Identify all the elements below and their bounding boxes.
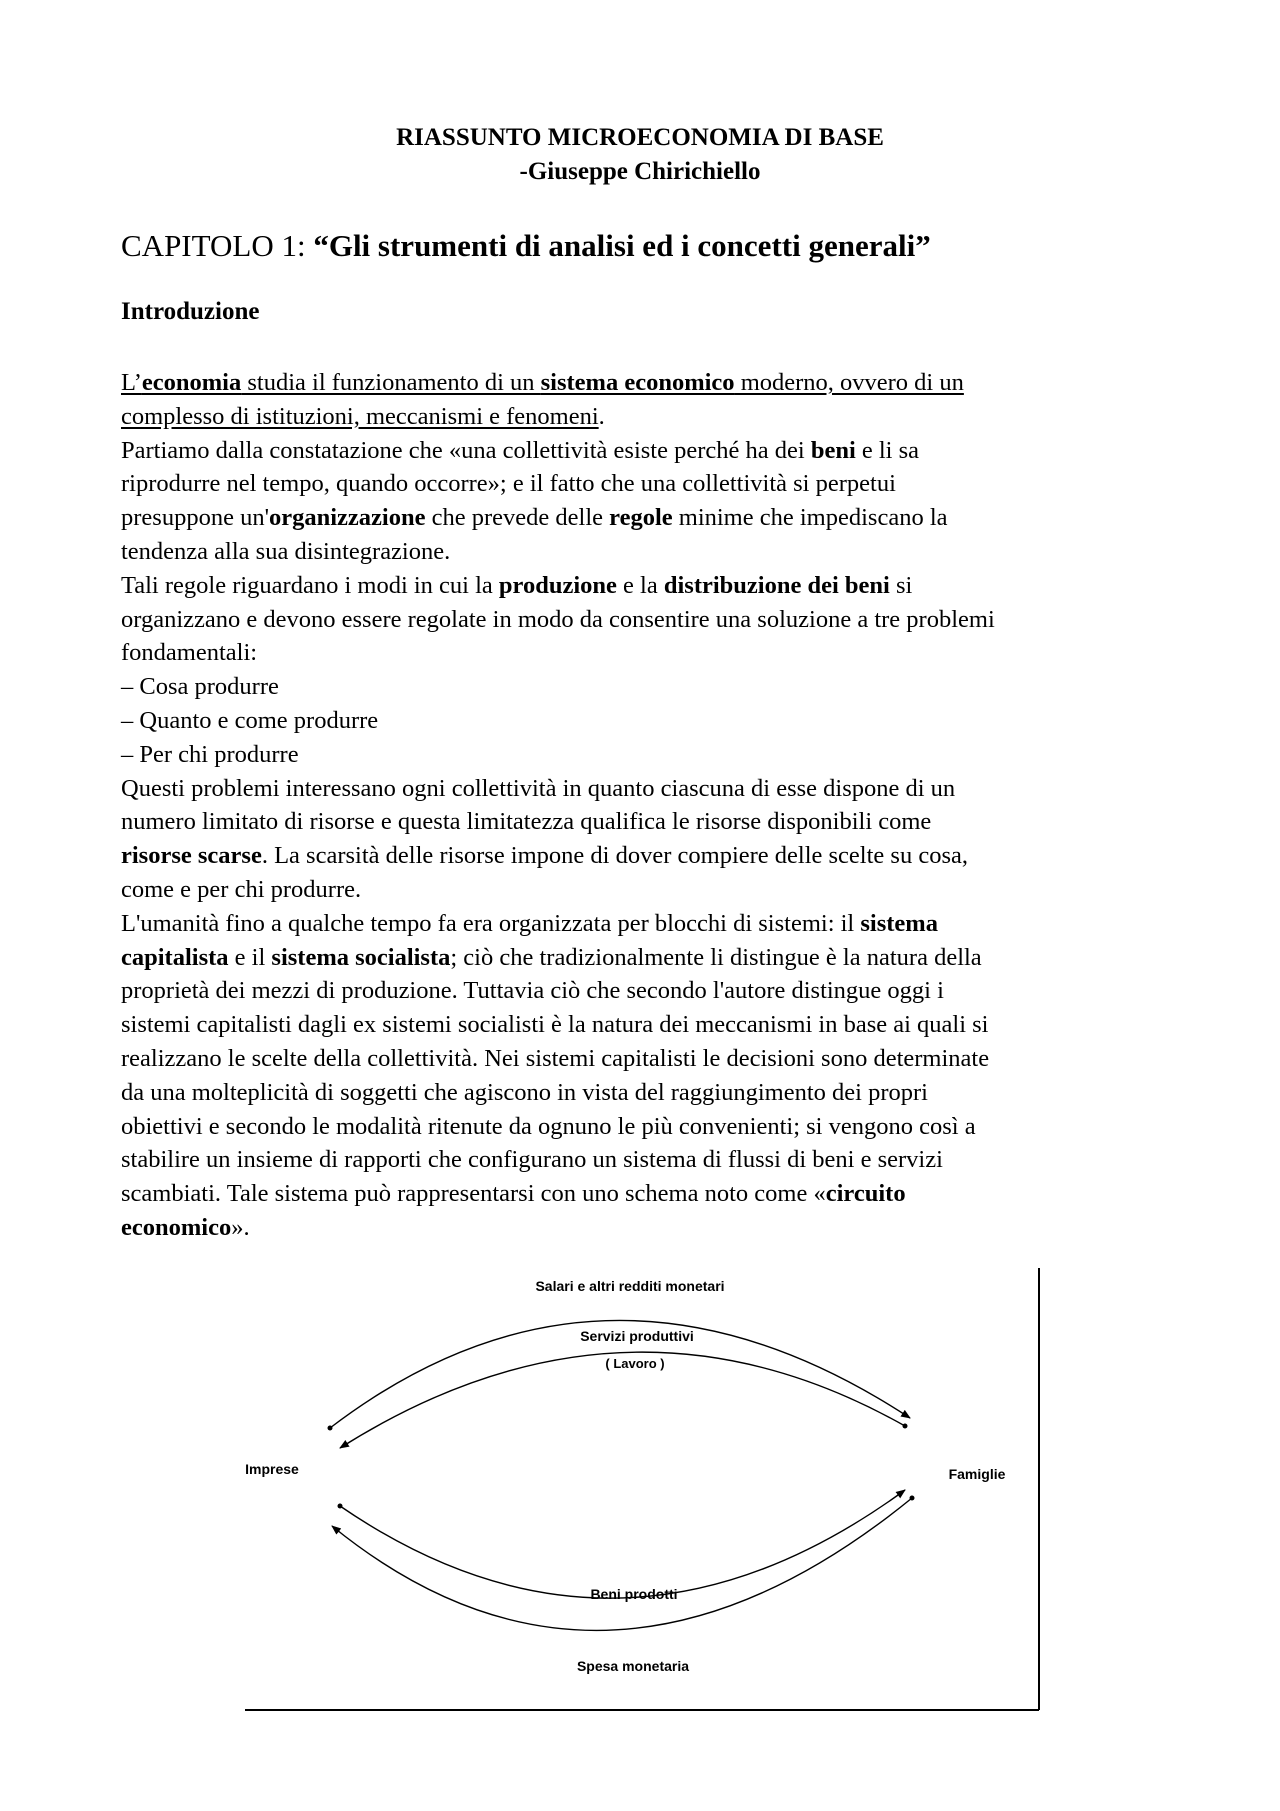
document-author: -Giuseppe Chirichiello bbox=[519, 158, 761, 185]
text-line: capitalista e il sistema socialista; ciò che tradizionalmente li distingue è la natura della bbox=[121, 943, 982, 971]
label-goods: Beni prodotti bbox=[590, 1586, 678, 1602]
flow-endpoint bbox=[338, 1504, 343, 1509]
flow-endpoint bbox=[903, 1424, 908, 1429]
label-spending: Spesa monetaria bbox=[576, 1658, 690, 1674]
list-item: – Cosa produrre bbox=[121, 673, 279, 701]
chapter-heading bbox=[121, 228, 931, 264]
list-item: – Quanto e come produrre bbox=[121, 706, 379, 734]
text-line: obiettivi e secondo le modalità ritenute da ognuno le più convenienti; si vengono così a bbox=[121, 1112, 976, 1140]
economic-circuit-diagram bbox=[240, 1268, 1045, 1716]
text-line: proprietà dei mezzi di produzione. Tuttavia ciò che secondo l'autore distingue oggi i bbox=[121, 977, 944, 1005]
label-firms: Imprese bbox=[245, 1461, 299, 1477]
text-line: economico». bbox=[121, 1213, 250, 1241]
label-services: Servizi produttivi bbox=[580, 1328, 694, 1344]
label-households: Famiglie bbox=[948, 1466, 1006, 1482]
text-line: tendenza alla sua disintegrazione. bbox=[121, 537, 451, 565]
text-line: organizzano e devono essere regolate in modo da consentire una soluzione a tre problemi bbox=[121, 605, 995, 633]
text-line: stabilire un insieme di rapporti che configurano un sistema di flussi di beni e servizi bbox=[121, 1146, 943, 1174]
text-line: complesso di istituzioni, meccanismi e fenomeni. bbox=[121, 402, 605, 430]
body-text bbox=[121, 366, 1171, 1245]
text-line: scambiati. Tale sistema può rappresentarsi con uno schema noto come «circuito bbox=[121, 1180, 906, 1208]
text-line: Questi problemi interessano ogni collettività in quanto ciascuna di esse dispone di un bbox=[121, 774, 956, 802]
text-line: realizzano le scelte della collettività. Nei sistemi capitalisti le decisioni sono determinate bbox=[121, 1044, 990, 1072]
label-wages: Salari e altri redditi monetari bbox=[535, 1278, 725, 1294]
label-labour: ( Lavoro ) bbox=[605, 1356, 665, 1371]
text-line: da una molteplicità di soggetti che agiscono in vista del raggiungimento dei propri bbox=[121, 1078, 928, 1106]
chapter-title: “Gli strumenti di analisi ed i concetti generali” bbox=[313, 228, 931, 263]
flow-endpoint bbox=[910, 1496, 915, 1501]
section-heading: Introduzione bbox=[121, 298, 260, 325]
text-line: fondamentali: bbox=[121, 639, 258, 667]
text-line: risorse scarse. La scarsità delle risorse impone di dover compiere delle scelte su cosa, bbox=[121, 842, 968, 870]
flow-endpoint bbox=[328, 1426, 333, 1431]
flow-arrow-goods bbox=[340, 1490, 905, 1598]
text-line: Partiamo dalla constatazione che «una collettività esiste perché ha dei beni e li sa bbox=[121, 436, 920, 464]
text-line: presuppone un'organizzazione che prevede delle regole minime che impediscano la bbox=[121, 504, 948, 532]
text-line: L’economia studia il funzionamento di un sistema economico moderno, ovvero di un bbox=[121, 369, 964, 396]
chapter-number: CAPITOLO 1: bbox=[121, 228, 306, 263]
flow-arrow-spending bbox=[332, 1498, 912, 1630]
text-line: Tali regole riguardano i modi in cui la produzione e la distribuzione dei beni si bbox=[121, 571, 913, 599]
document-title: RIASSUNTO MICROECONOMIA DI BASE bbox=[396, 124, 884, 151]
text-line: numero limitato di risorse e questa limitatezza qualifica le risorse disponibili come bbox=[121, 808, 932, 836]
text-line: L'umanità fino a qualche tempo fa era organizzata per blocchi di sistemi: il sistema bbox=[121, 909, 938, 937]
list-item: – Per chi produrre bbox=[121, 740, 299, 768]
text-line: come e per chi produrre. bbox=[121, 875, 362, 903]
text-line: riprodurre nel tempo, quando occorre»; e il fatto che una collettività si perpetui bbox=[121, 470, 896, 498]
text-line: sistemi capitalisti dagli ex sistemi socialisti è la natura dei meccanismi in base ai quali si bbox=[121, 1011, 989, 1039]
